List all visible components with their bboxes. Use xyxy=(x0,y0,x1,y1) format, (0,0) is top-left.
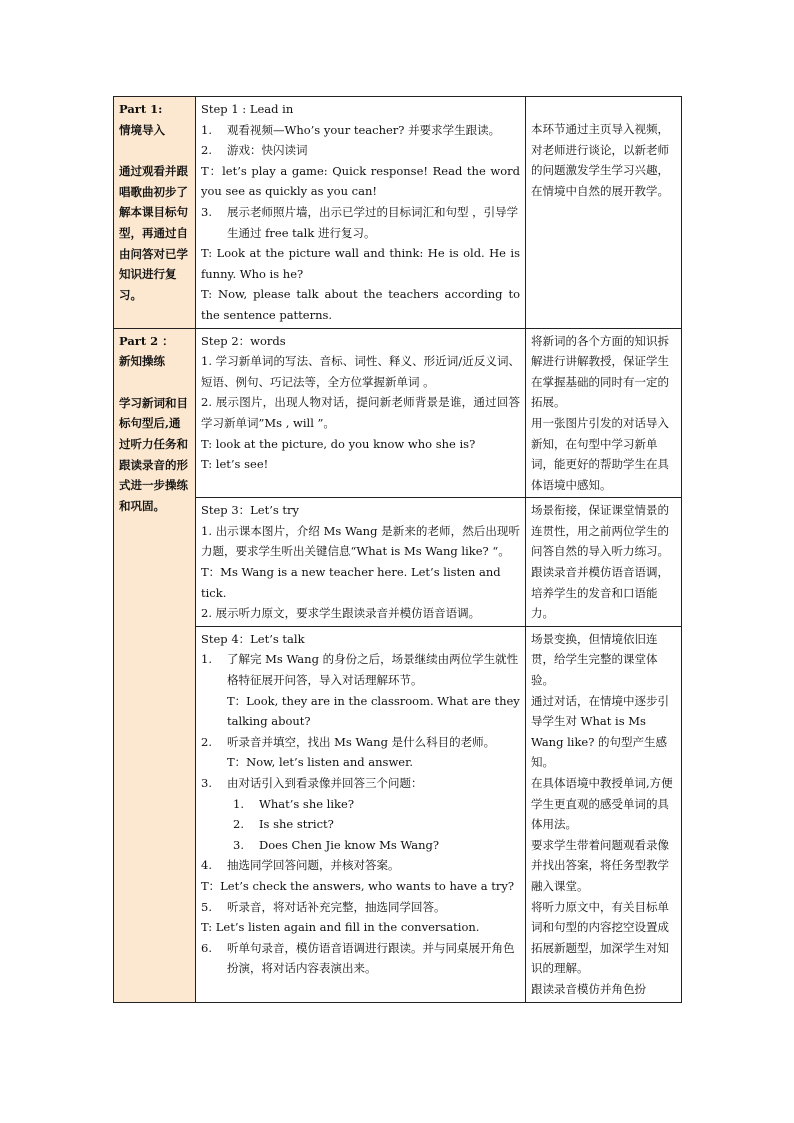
step1-teacher-line-3: T: Now, please talk about the teachers according to the sentence patterns. xyxy=(201,287,520,322)
step3-note-2: 跟读录音并模仿语音语调，培养学生的发音和口语能力。 xyxy=(531,565,669,621)
step3-teacher-line: T：Ms Wang is a new teacher here. Let’s listen and tick. xyxy=(201,565,501,600)
step4-item-2: 2. 听录音并填空，找出 Ms Wang 是什么科目的老师。 xyxy=(201,734,496,749)
part1-description: 通过观看并跟唱歌曲初步了解本课目标句型，再通过自由问答对已学知识进行复习。 xyxy=(119,164,188,302)
step1-teacher-line-1: T：let’s play a game: Quick response! Read the word you see as quickly as you can! xyxy=(201,163,520,199)
part1-title: Part 1: xyxy=(119,102,163,116)
step4-note-6: 跟读录音模仿并角色扮 xyxy=(531,981,646,996)
part2-subtitle: 新知操练 xyxy=(119,354,165,369)
step4-row xyxy=(114,626,682,1002)
step4-item-4: 4. 抽选同学回答问题，并核对答案。 xyxy=(201,858,400,873)
lesson-plan-table xyxy=(113,96,682,1003)
step2-note-1: 将新词的各个方面的知识拆解进行讲解教授，保证学生在掌握基础的同时有一定的拓展。 xyxy=(531,333,669,410)
step4-note-3: 在具体语境中教授单词,方便学生更直观的感受单词的具体用法。 xyxy=(531,776,673,832)
step2-teacher-line-1: T: look at the picture, do you know who she is? xyxy=(201,436,476,451)
step4-item-5: 5. 听录音，将对话补充完整，抽选同学回答。 xyxy=(201,899,446,914)
part1-row xyxy=(114,97,682,329)
step2-line-2: 2. 展示图片，出现人物对话，提问新老师背景是谁，通过回答学习新单词”Ms , will ”。 xyxy=(201,395,520,430)
step2-note-2: 用一张图片引发的对话导入新知，在句型中学习新单词，能更好的帮助学生在具体语境中感知。 xyxy=(531,415,669,492)
step1-note: 本环节通过主页导入视频，对老师进行谈论，以新老师的问题激发学生学习兴趣，在情境中自然的展开教学。 xyxy=(531,122,669,198)
step4-item-2-teacher: T：Now, let’s listen and answer. xyxy=(227,755,413,770)
step4-note-5: 将听力原文中，有关目标单词和句型的内容挖空设置成拓展新题型，加深学生对知识的理解。 xyxy=(531,899,669,976)
step4-note-4: 要求学生带着问题观看录像并找出答案，将任务型教学融入课堂。 xyxy=(531,837,669,893)
step2-line-1: 1. 学习新单词的写法、音标、词性、释义、形近词/近反义词、短语、例句、巧记法等，全方位掌握新单词 。 xyxy=(201,354,520,389)
step3-note-cell xyxy=(526,498,682,627)
step4-item-3: 3. 由对话引入到看录像并回答三个问题： xyxy=(201,776,423,790)
step3-line-1: 1. 出示课本图片，介绍 Ms Wang 是新来的老师，然后出现听力题，要求学生听出关键信息“What is Ms Wang like? “。 xyxy=(201,523,520,559)
step1-item-3: 3. 展示老师照片墙，出示已学过的目标词汇和句型 ，引导学生通过 free talk 进行复习。 xyxy=(201,204,519,240)
step2-title: Step 2：words xyxy=(201,333,286,348)
step1-item-1: 1. 观看视频—Who’s your teacher? 并要求学生跟读。 xyxy=(201,122,501,137)
step1-teacher-line-2: T: Look at the picture wall and think: He is old. He is funny. Who is he? xyxy=(201,246,520,281)
part2-description: 学习新词和目标句型后,通过听力任务和跟读录音的形式进一步操练和巩固。 xyxy=(119,395,188,513)
step4-note-cell xyxy=(526,626,682,1002)
step2-row xyxy=(114,328,682,498)
step3-note-1: 场景衔接，保证课堂情景的连贯性，用之前两位学生的问答自然的导入听力练习。 xyxy=(531,503,669,559)
step3-row xyxy=(114,498,682,627)
part2-label-cell xyxy=(114,328,196,1002)
step1-item-2: 2. 游戏：快闪读词 xyxy=(201,143,308,158)
step2-note-cell xyxy=(526,328,682,498)
step1-title: Step 1 : Lead in xyxy=(201,102,294,116)
step2-cell xyxy=(196,328,526,498)
part1-subtitle: 情境导入 xyxy=(119,122,165,137)
step1-note-cell xyxy=(526,97,682,329)
step4-title: Step 4：Let’s talk xyxy=(201,631,305,646)
step4-item-4-teacher: T：Let’s check the answers, who wants to have a try? xyxy=(201,878,515,893)
part1-label-cell xyxy=(114,97,196,329)
step3-line-2: 2. 展示听力原文，要求学生跟读录音并模仿语音语调。 xyxy=(201,606,481,621)
step4-item-1: 1. 了解完 Ms Wang 的身份之后，场景继续由两位学生就性格特征展开问答，导入对话理解环节。 xyxy=(201,652,519,688)
step4-note-2: 通过对话，在情境中逐步引导学生对 What is Ms Wang like? 的句型产生感知。 xyxy=(531,693,669,770)
step4-item-5-teacher: T: Let’s listen again and fill in the conversation. xyxy=(201,920,480,935)
step4-question-2: 2. Is she strict? xyxy=(233,817,334,832)
step3-title: Step 3：Let’s try xyxy=(201,503,300,518)
step4-note-1: 场景变换，但情境依旧连贯，给学生完整的课堂体验。 xyxy=(531,631,658,688)
step3-cell xyxy=(196,498,526,627)
step2-teacher-line-2: T: let’s see! xyxy=(201,457,269,472)
part2-title: Part 2 ： xyxy=(119,333,174,348)
step4-item-6: 6. 听单句录音，模仿语音语调进行跟读。并与同桌展开角色扮演，将对话内容表演出来。 xyxy=(201,940,515,976)
step4-item-1-teacher: T：Look, they are in the classroom. What are they talking about? xyxy=(227,693,520,729)
step4-question-1: 1. What’s she like? xyxy=(233,796,354,811)
step4-cell xyxy=(196,626,526,1002)
step4-question-3: 3. Does Chen Jie know Ms Wang? xyxy=(233,837,440,852)
step1-cell xyxy=(196,97,526,329)
